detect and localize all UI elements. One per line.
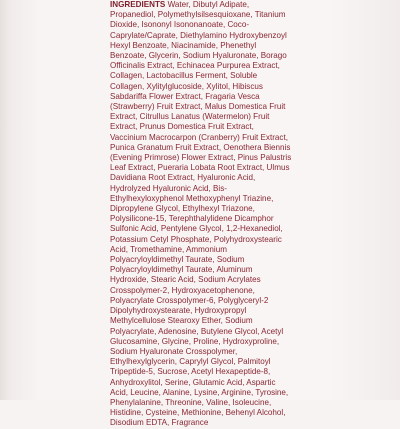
ingredients-list <box>110 0 292 429</box>
package-edge-shadow <box>0 0 10 400</box>
ingredients-panel <box>110 0 292 428</box>
ingredients-text: Water, Dibutyl Adipate, Propanediol, Polymethylsilsesquioxane, Titanium Dioxide, Isononyl Isononanoate, Coco-Caprylate/Caprate, Diethylamino Hydroxybenzoyl Hexyl Benzoate, Niacinamide, Phenethyl Benzoate, Glycerin, Sodium Hyaluronate, Borago Officinalis Extract, Echinacea Purpurea Extract, Collagen, Lactobacillus Ferment, Soluble Collagen, Xylitylglucoside, Xylitol, Hibiscus Sabdariffa Flower Extract, Fragaria Vesca (Strawberry) Fruit Extract, Malus Domestica Fruit Extract, Citrullus Lanatus (Watermelon) Fruit Extract, Prunus Domestica Fruit Extract, Vaccinium Macrocarpon (Cranberry) Fruit Extract, Punica Granatum Fruit Extract, Oenothera Biennis (Evening Primrose) Flower Extract, Pinus Palustris Leaf Extract, Pueraria Lobata Root Extract, Ulmus Davidiana Root Extract, Hyaluronic Acid, Hydrolyzed Hyaluronic Acid, Bis-Ethylhexyloxyphenol Methoxyphenyl Triazine, Dipropylene Glycol, Ethylhexyl Triazone, Polysilicone-15, Terephthalylidene Dicamphor Sulfonic Acid, Pentylene Glycol, 1,2-Hexanediol, Potassium Cetyl Phosphate, Polyhydroxystearic Acid, Tromethamine, Ammonium Polyacryloyldimethyl Taurate, Sodium Polyacryloyldimethyl Taurate, Aluminum Hydroxide, Stearic Acid, Sodium Acrylates Crosspolymer-2, Hydroxyacetophenone, Polyacrylate Crosspolymer-6, Polyglyceryl-2 Dipolyhydroxystearate, Hydroxypropyl Methylcellulose Stearoxy Ether, Sodium Polyacrylate, Adenosine, Butylene Glycol, Acetyl Glucosamine, Glycine, Proline, Hydroxyproline, Sodium Hyaluronate Crosspolymer, Ethylhexylglycerin, Caprylyl Glycol, Palmitoyl Tripeptide-5, Sucrose, Acetyl Hexapeptide-8, Anhydroxylitol, Serine, Glutamic Acid, Aspartic Acid, Leucine, Alanine, Lysine, Arginine, Tyrosine, Phenylalanine, Threonine, Valine, Isoleucine, Histidine, Cysteine, Methionine, Behenyl Alcohol, Disodium EDTA, Fragrance <box>110 0 292 428</box>
ingredients-heading: INGREDIENTS <box>110 0 166 9</box>
